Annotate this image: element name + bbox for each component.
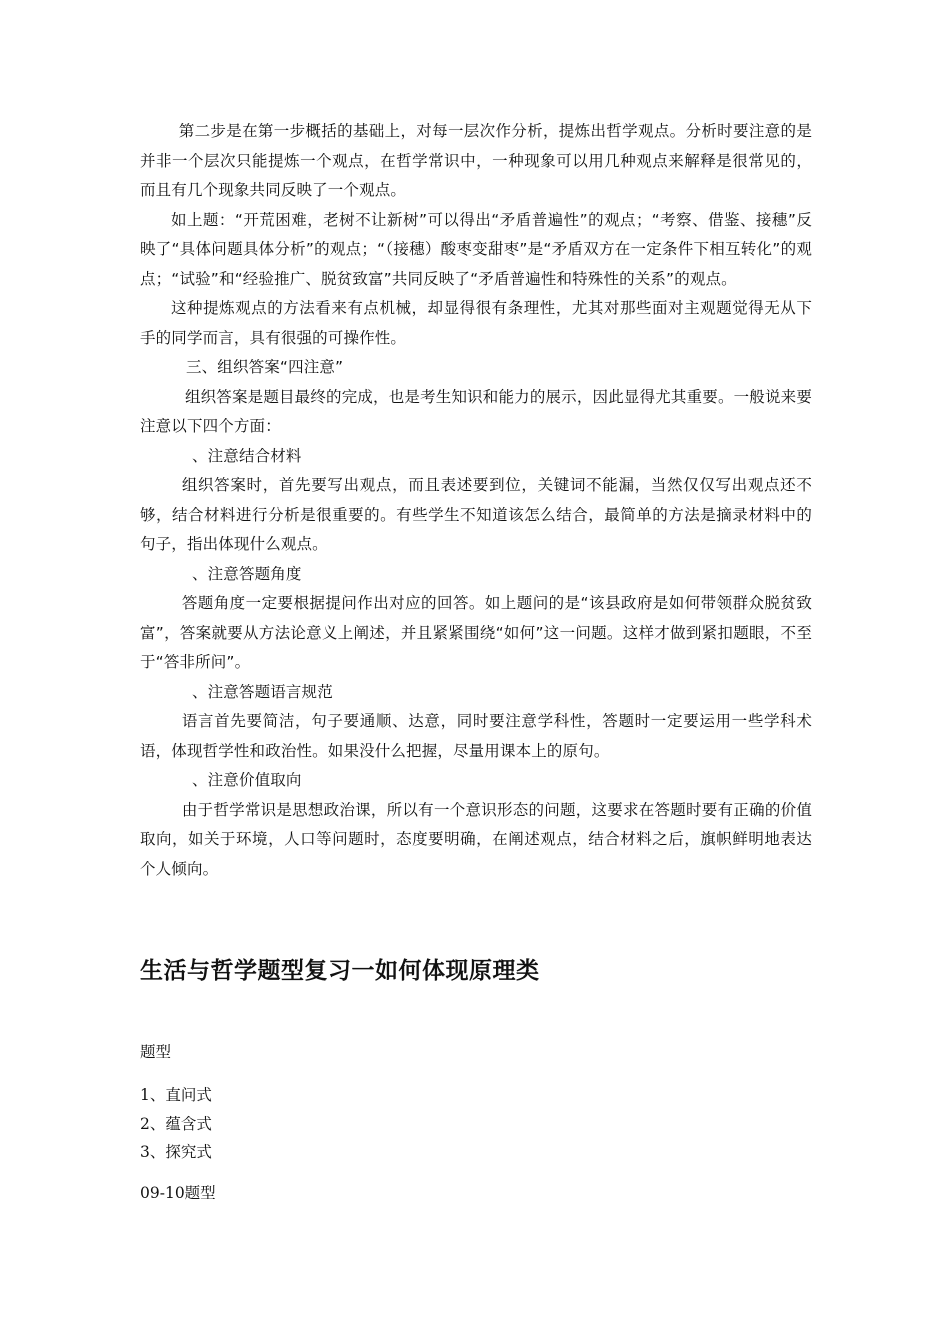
paragraph-method: 这种提炼观点的方法看来有点机械，却显得很有条理性，尤其对那些面对主观题觉得无从下手的同学而言，具有很强的可操作性。	[140, 299, 812, 347]
subheading-values: 、注意价值取向	[192, 771, 302, 789]
paragraph-material: 组织答案时，首先要写出观点，而且表述要到位，关键词不能漏，当然仅仅写出观点还不够，结合材料进行分析是很重要的。有些学生不知道该怎么结合，最简单的方法是摘录材料中的句子，指出体现什么观点。	[140, 476, 812, 553]
question-types-label: 题型	[140, 1043, 172, 1061]
section-heading: 生活与哲学题型复习一如何体现原理类	[140, 958, 540, 984]
paragraph-example: 如上题：“开荒困难，老树不让新树”可以得出“矛盾普遍性”的观点；“考察、借鉴、接穗”反映了“具体问题具体分析”的观点；“（接穗）酸枣变甜枣”是“矛盾双方在一定条件下相互转化”的观点；“试验”和“经验推广、脱贫致富”共同反映了“矛盾普遍性和特殊性的关系”的观点。	[140, 210, 812, 288]
list-item: 3、探究式	[140, 1143, 212, 1161]
article-body	[140, 117, 812, 884]
question-types-footer: 09-10题型	[140, 1184, 216, 1202]
question-types-list	[140, 1081, 212, 1167]
paragraph-step-two: 第二步是在第一步概括的基础上，对每一层次作分析，提炼出哲学观点。分析时要注意的是并非一个层次只能提炼一个观点，在哲学常识中，一种现象可以用几种观点来解释是很常见的，而且有几个现象共同反映了一个观点。	[140, 122, 812, 199]
list-item: 2、蕴含式	[140, 1114, 212, 1133]
paragraph-values: 由于哲学常识是思想政治课，所以有一个意识形态的问题，这要求在答题时要有正确的价值取向，如关于环境，人口等问题时，态度要明确，在阐述观点，结合材料之后，旗帜鲜明地表达个人倾向。	[140, 800, 812, 878]
subheading-angle: 、注意答题角度	[192, 564, 302, 583]
subheading-material: 、注意结合材料	[192, 446, 302, 465]
list-item: 1、直问式	[140, 1086, 212, 1104]
subheading-language: 、注意答题语言规范	[192, 682, 333, 701]
paragraph-language: 语言首先要简洁，句子要通顺、达意，同时要注意学科性，答题时一定要运用一些学科术语，体现哲学性和政治性。如果没什么把握，尽量用课本上的原句。	[140, 712, 812, 760]
paragraph-angle: 答题角度一定要根据提问作出对应的回答。如上题问的是“该县政府是如何带领群众脱贫致富”，答案就要从方法论意义上阐述，并且紧紧围绕“如何”这一问题。这样才做到紧扣题眼，不至于“答非所问”。	[140, 594, 812, 671]
section-three-title: 三、组织答案“四注意”	[186, 358, 344, 376]
paragraph-organize: 组织答案是题目最终的完成，也是考生知识和能力的展示，因此显得尤其重要。一般说来要注意以下四个方面：	[140, 387, 812, 435]
